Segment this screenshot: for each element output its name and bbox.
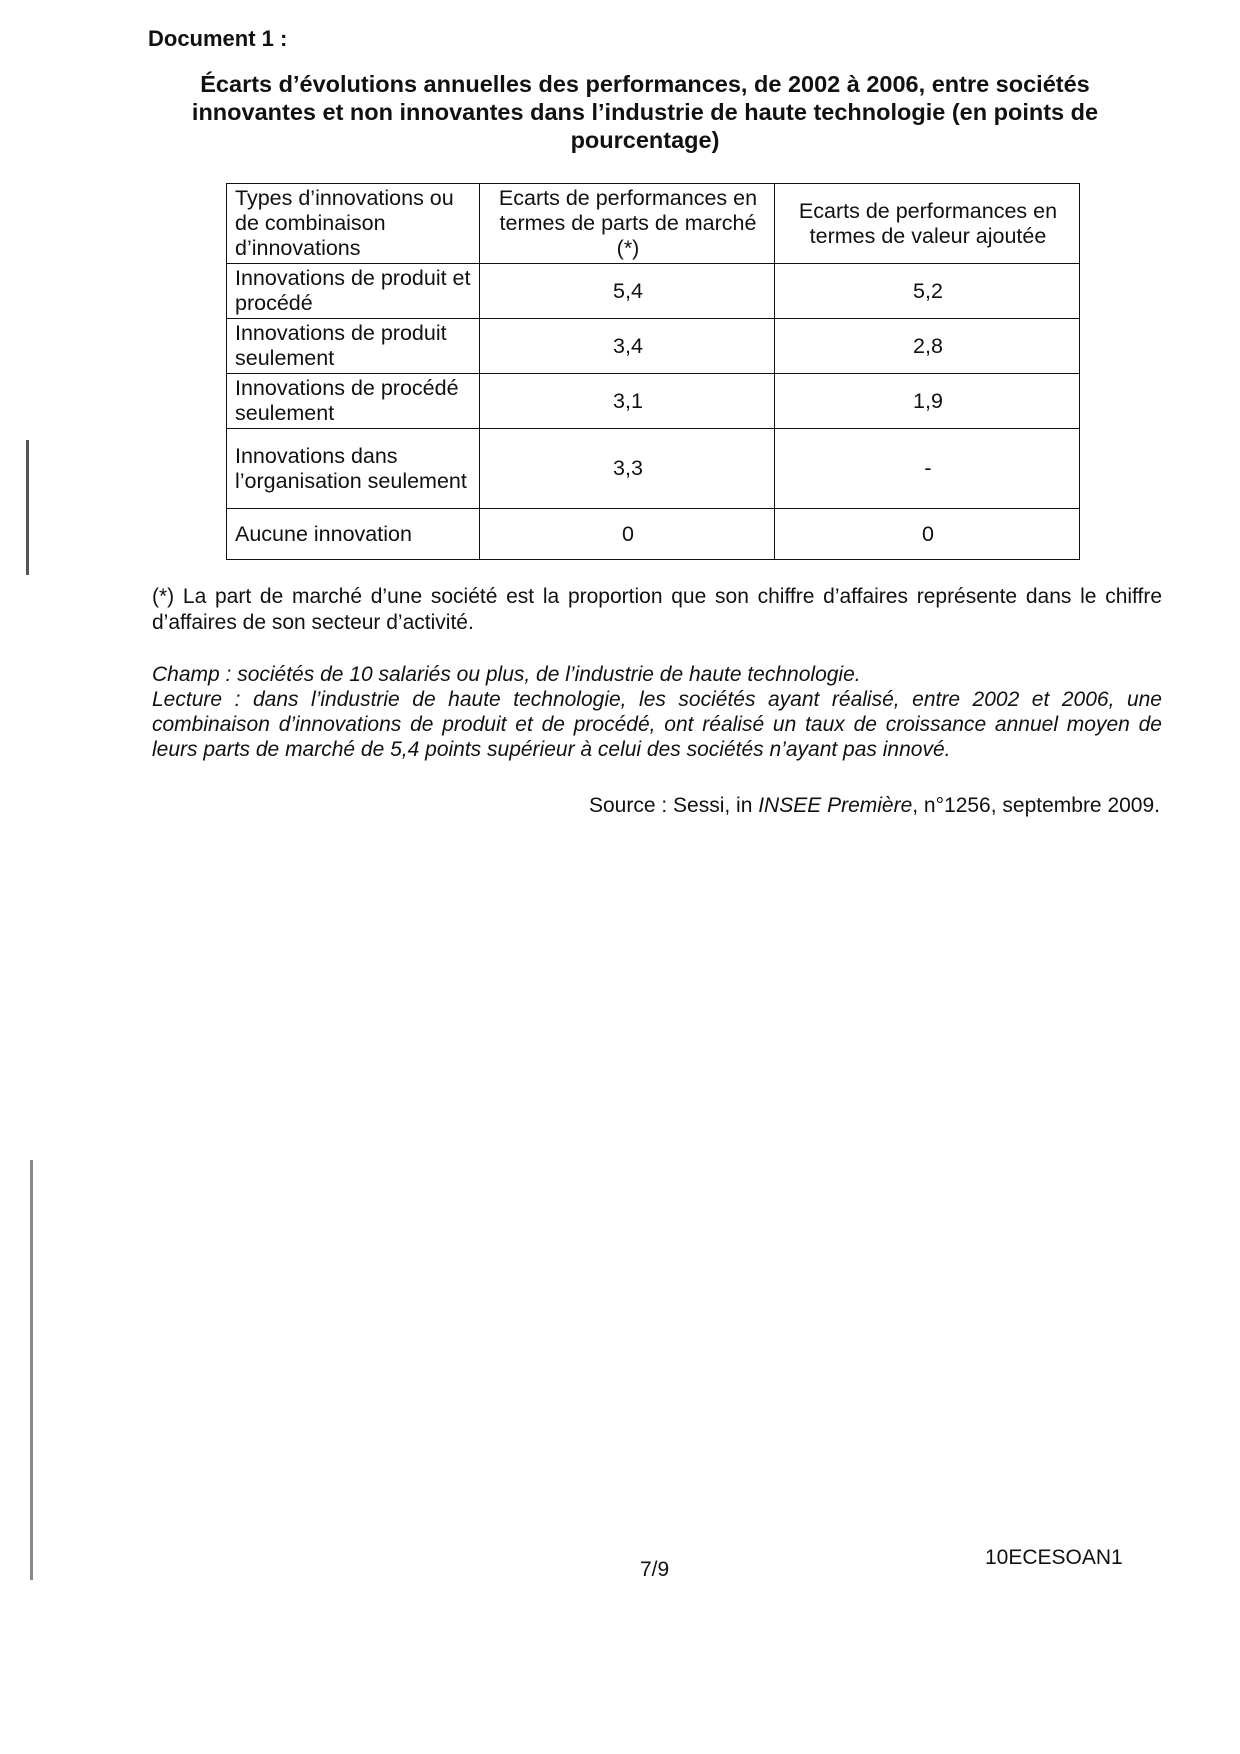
- source-prefix: Source : Sessi, in: [588, 794, 759, 817]
- source-citation: [589, 794, 1160, 818]
- value-added-value: 2,8: [775, 319, 1080, 374]
- row-label: Innovations de procédé seulement: [227, 374, 480, 429]
- row-label: Aucune innovation: [227, 509, 480, 560]
- row-label: Innovations de produit seulement: [227, 319, 480, 374]
- market-share-value: 0: [480, 509, 775, 560]
- innovation-table: [226, 183, 1080, 560]
- scan-edge-mark-bottom: [30, 1160, 33, 1580]
- table-row: [227, 429, 1080, 509]
- page-number: 7/9: [640, 1558, 670, 1581]
- source-suffix: , n°1256, septembre 2009.: [912, 794, 1160, 817]
- table-row: [227, 509, 1080, 560]
- value-added-value: -: [775, 429, 1080, 509]
- market-share-value: 5,4: [480, 264, 775, 319]
- table-row: [227, 374, 1080, 429]
- champ-note: Champ : sociétés de 10 salariés ou plus, de l’industrie de haute technologie.: [152, 663, 861, 686]
- table-row: [227, 264, 1080, 319]
- source-publication: INSEE Première: [758, 794, 913, 817]
- market-share-value: 3,1: [480, 374, 775, 429]
- value-added-value: 5,2: [775, 264, 1080, 319]
- lecture-note: Lecture : dans l’industrie de haute technologie, les sociétés ayant réalisé, entre 2002 et 2006, une combinaison d’innovations de produit et de procédé, ont réalisé un taux de croissance annuel moyen de leurs parts de marché de 5,4 points supérieur à celui des sociétés n’ayant pas innové.: [152, 688, 1162, 761]
- header-market-share: Ecarts de performances en termes de parts de marché (*): [480, 184, 775, 264]
- header-value-added: Ecarts de performances en termes de valeur ajoutée: [775, 184, 1080, 264]
- document-title: Écarts d’évolutions annuelles des performances, de 2002 à 2006, entre sociétés innovantes et non innovantes dans l’industrie de haute technologie (en points de pourcentage): [191, 71, 1099, 153]
- value-added-value: 0: [775, 509, 1080, 560]
- value-added-value: 1,9: [775, 374, 1080, 429]
- table-row: [227, 319, 1080, 374]
- document-label: Document 1 :: [148, 26, 288, 51]
- table-notes: [152, 662, 1162, 762]
- market-share-value: 3,3: [480, 429, 775, 509]
- table-header-row: [227, 184, 1080, 264]
- table-footnote: (*) La part de marché d’une société est la proportion que son chiffre d’affaires représente dans le chiffre d’affaires de son secteur d’activité.: [152, 585, 1162, 634]
- row-label: Innovations de produit et procédé: [227, 264, 480, 319]
- scan-edge-mark-top: [26, 440, 29, 575]
- document-code: 10ECESOAN1: [985, 1546, 1123, 1569]
- header-innovation-type: Types d’innovations ou de combinaison d’innovations: [227, 184, 480, 264]
- market-share-value: 3,4: [480, 319, 775, 374]
- row-label: Innovations dans l’organisation seulement: [227, 429, 480, 509]
